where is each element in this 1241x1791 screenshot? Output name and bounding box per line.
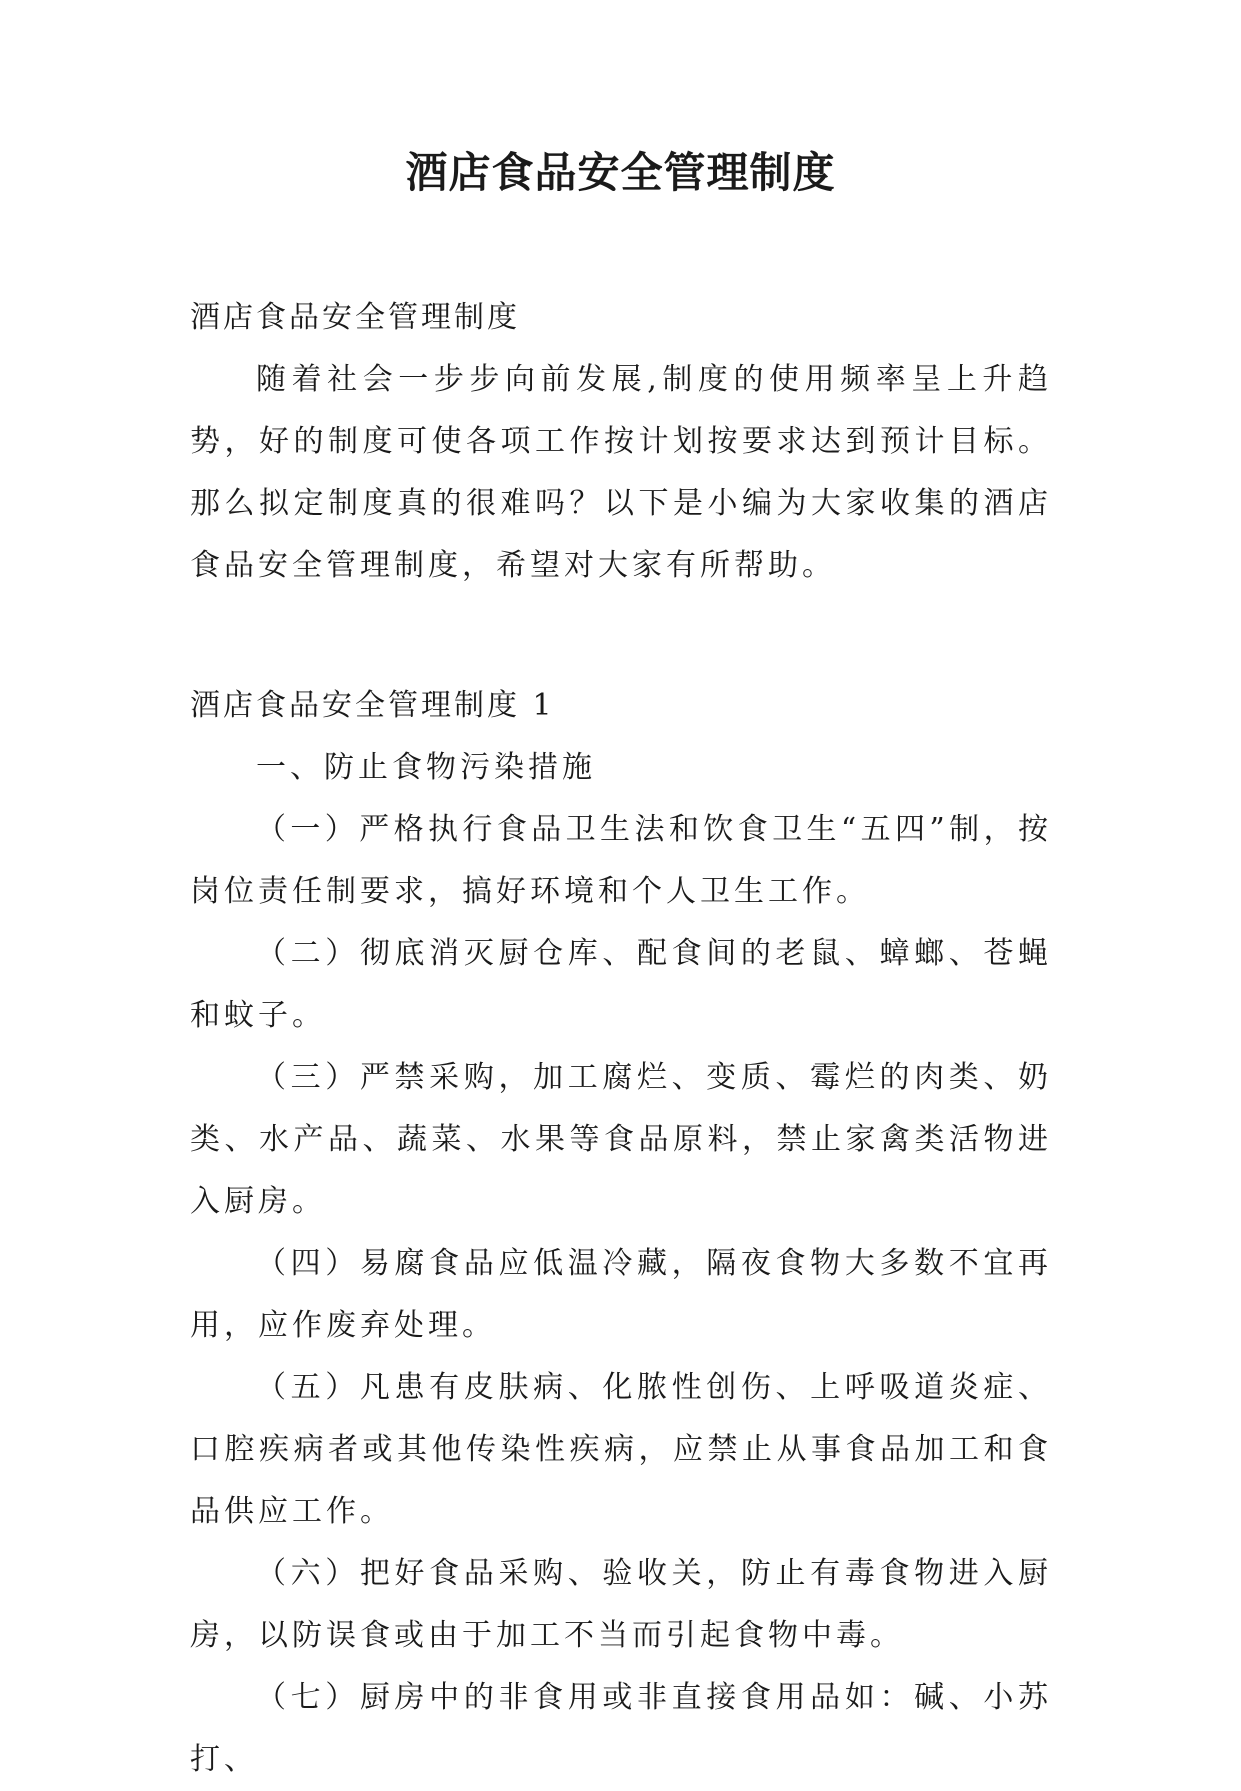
list-item: （二）彻底消灭厨仓库、配食间的老鼠、蟑螂、苍蝇和蚊子。	[190, 936, 1052, 1033]
page-title: 酒店食品安全管理制度	[405, 148, 836, 197]
section-title: 酒店食品安全管理制度 1	[190, 688, 555, 723]
list-item: （一）严格执行食品卫生法和饮食卫生“五四”制，按岗位责任制要求，搞好环境和个人卫生工作。	[190, 812, 1052, 909]
list-item: （三）严禁采购，加工腐烂、变质、霉烂的肉类、奶类、水产品、蔬菜、水果等食品原料，禁止家禽类活物进入厨房。	[190, 1060, 1052, 1219]
document-subtitle: 酒店食品安全管理制度	[190, 300, 520, 335]
list-item: （七）厨房中的非食用或非直接食用品如：碱、小苏打、	[190, 1680, 1052, 1777]
list-item: （六）把好食品采购、验收关，防止有毒食物进入厨房，以防误食或由于加工不当而引起食物中毒。	[190, 1556, 1052, 1653]
list-item: （五）凡患有皮肤病、化脓性创伤、上呼吸道炎症、口腔疾病者或其他传染性疾病，应禁止从事食品加工和食品供应工作。	[190, 1370, 1052, 1529]
document-body	[190, 287, 1052, 1791]
intro-paragraph: 随着社会一步步向前发展,制度的使用频率呈上升趋势，好的制度可使各项工作按计划按要求达到预计目标。那么拟定制度真的很难吗？以下是小编为大家收集的酒店食品安全管理制度，希望对大家有所帮助。	[190, 362, 1052, 583]
part-heading: 一、防止食物污染措施	[256, 750, 596, 785]
list-item: （四）易腐食品应低温冷藏，隔夜食物大多数不宜再用，应作废弃处理。	[190, 1246, 1052, 1343]
